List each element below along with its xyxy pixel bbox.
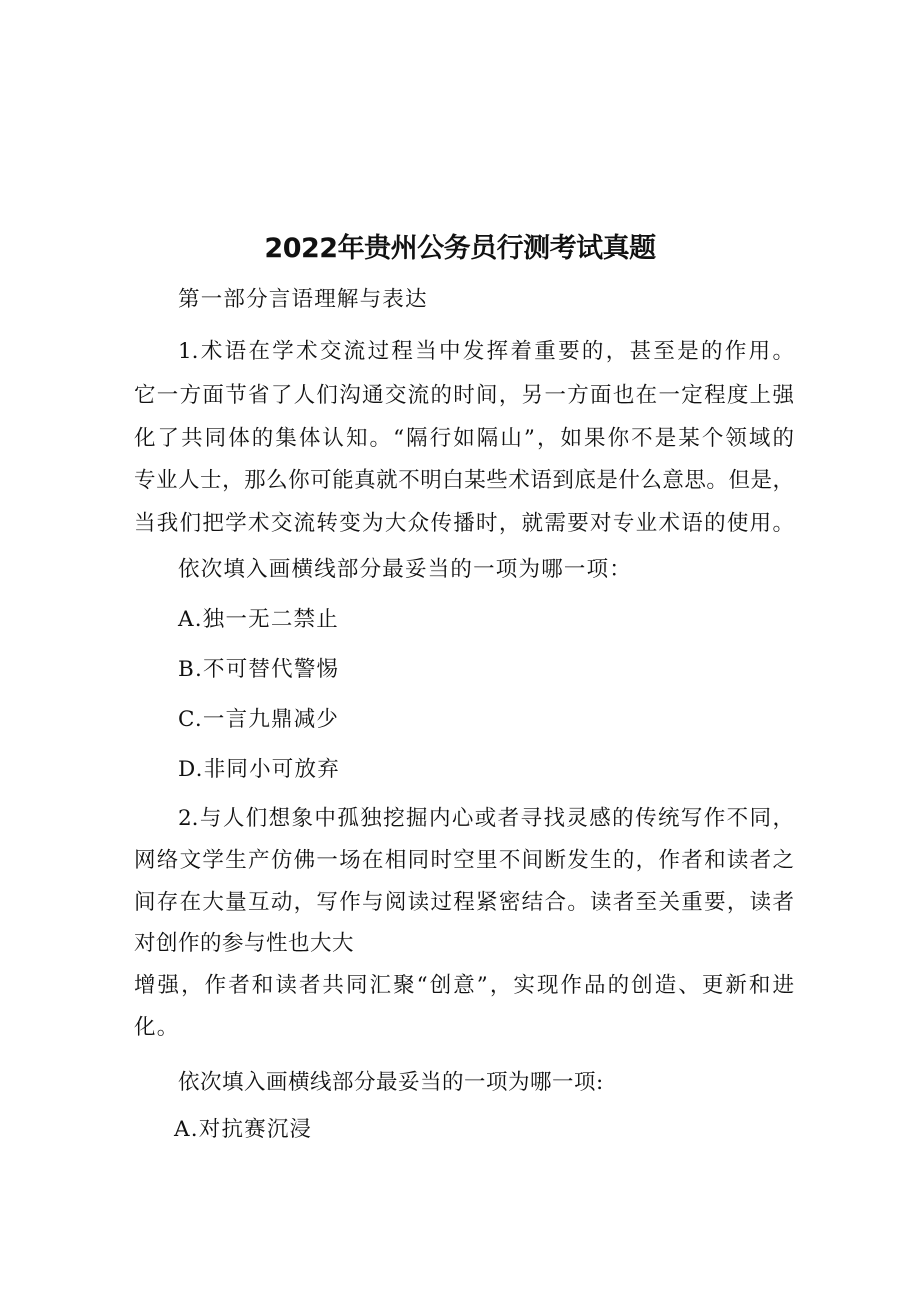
q2-option-a: A.对抗赛沉浸 [174,1117,313,1142]
q1-option-a: A.独一无二禁止 [178,607,339,632]
q2-line-1: 2.与人们想象中孤独挖掘内心或者寻找灵感的传统写作不同， [178,806,794,831]
document-title: 2022年贵州公务员行测考试真题 [264,233,656,264]
q2-line-5: 增强，作者和读者共同汇聚“创意”，实现作品的创造、更新和进 [134,973,794,998]
q2-line-4: 对创作的参与性也大大 [134,931,355,956]
q1-option-c: C.一言九鼎减少 [178,707,340,732]
q1-line-5: 当我们把学术交流转变为大众传播时，就需要对专业术语的使用。 [134,511,794,536]
q1-option-b: B.不可替代警惕 [178,657,340,682]
q2-line-6: 化。 [134,1015,180,1040]
q1-option-d: D.非同小可放弃 [178,757,340,782]
q1-line-3: 化了共同体的集体认知。“隔行如隔山”，如果你不是某个领域的 [134,426,794,451]
q1-line-1: 1.术语在学术交流过程当中发挥着重要的，甚至是的作用。 [178,339,794,364]
section-heading: 第一部分言语理解与表达 [178,287,428,312]
q1-line-4: 专业人士，那么你可能真就不明白某些术语到底是什么意思。但是， [134,468,794,493]
q1-line-2: 它一方面节省了人们沟通交流的时间，另一方面也在一定程度上强 [134,383,794,408]
q1-prompt: 依次填入画横线部分最妥当的一项为哪一项： [178,557,633,582]
q2-line-2: 网络文学生产仿佛一场在相同时空里不间断发生的，作者和读者之 [134,848,794,873]
q2-prompt: 依次填入画横线部分最妥当的一项为哪一项: [178,1070,604,1095]
q2-line-3: 间存在大量互动，写作与阅读过程紧密结合。读者至关重要，读者 [134,890,794,915]
